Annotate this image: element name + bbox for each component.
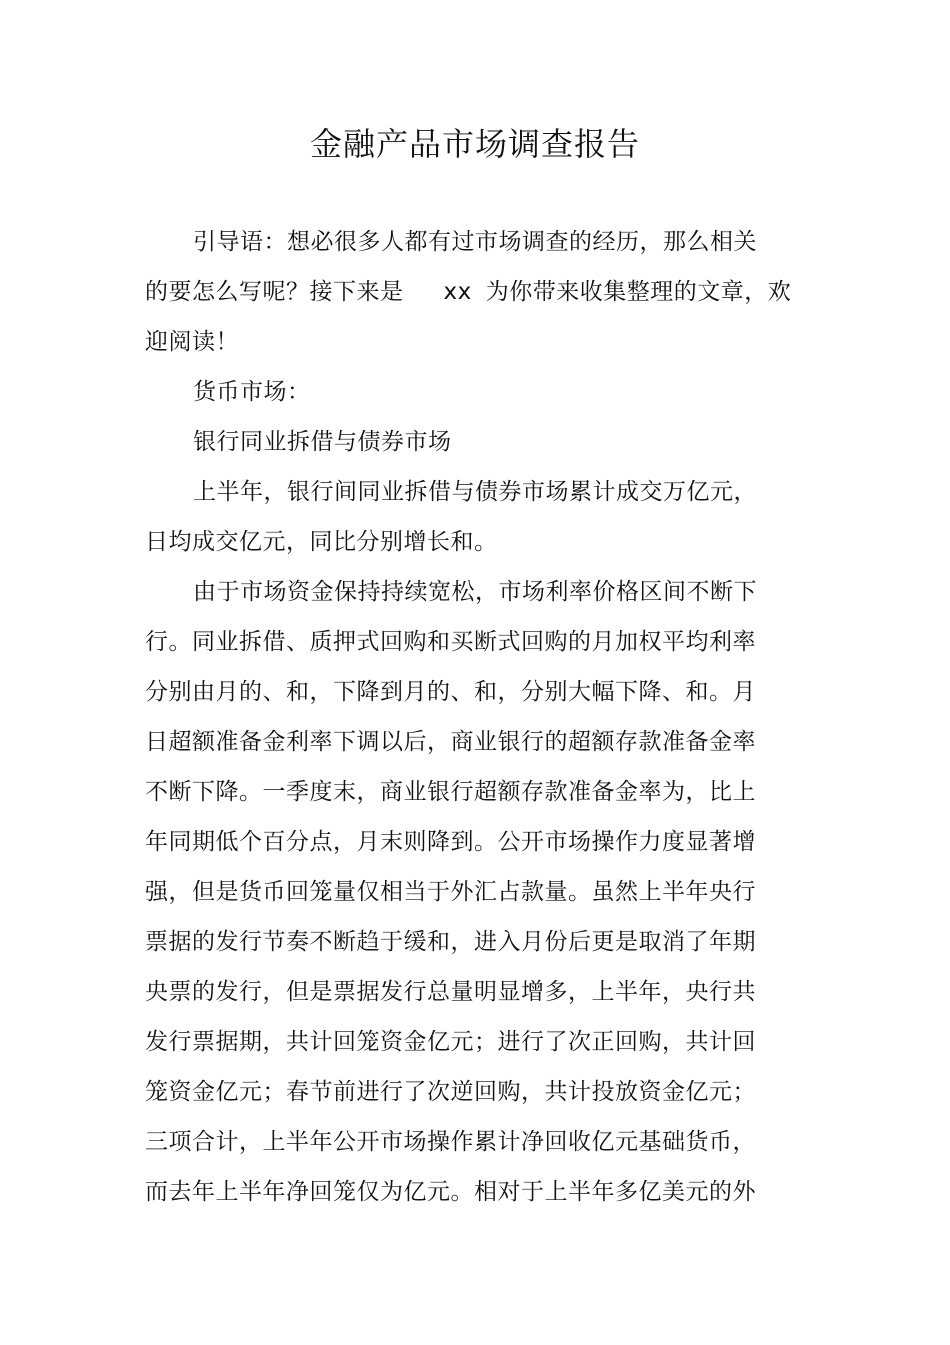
section-heading: 货币市场：	[193, 379, 311, 405]
intro-line-2-c: 为你带来收集整理的文章，欢	[485, 279, 792, 305]
para1-line-1: 上半年，银行间同业拆借与债券市场累计成交万亿元，	[193, 479, 757, 505]
document-title: 金融产品市场调查报告	[309, 125, 640, 163]
para2-line-9: 央票的发行，但是票据发行总量明显增多，上半年，央行共	[145, 979, 756, 1005]
para2-line-12: 三项合计，上半年公开市场操作累计净回收亿元基础货币，	[145, 1129, 756, 1155]
para2-line-7: 强，但是货币回笼量仅相当于外汇占款量。虽然上半年央行	[145, 879, 756, 905]
para2-line-6: 年同期低个百分点，月末则降到。公开市场操作力度显著增	[145, 829, 756, 855]
para2-line-3: 分别由月的、和，下降到月的、和，分别大幅下降、和。月	[145, 679, 756, 705]
para2-line-10: 发行票据期，共计回笼资金亿元；进行了次正回购，共计回	[145, 1029, 756, 1055]
intro-line-1: 引导语：想必很多人都有过市场调查的经历，那么相关	[193, 229, 757, 255]
para2-line-5: 不断下降。一季度末，商业银行超额存款准备金率为，比上	[145, 779, 756, 805]
intro-line-3: 迎阅读！	[145, 329, 239, 355]
subsection-heading: 银行同业拆借与债券市场	[193, 429, 452, 455]
para1-line-2: 日均成交亿元，同比分别增长和。	[145, 529, 498, 555]
para2-line-13: 而去年上半年净回笼仅为亿元。相对于上半年多亿美元的外	[145, 1179, 756, 1205]
para2-line-1: 由于市场资金保持持续宽松，市场利率价格区间不断下	[193, 579, 757, 605]
para2-line-4: 日超额准备金利率下调以后，商业银行的超额存款准备金率	[145, 729, 756, 755]
para2-line-2: 行。同业拆借、质押式回购和买断式回购的月加权平均利率	[145, 629, 756, 655]
intro-line-2-xx: xx	[443, 279, 472, 305]
intro-line-2-a: 的要怎么写呢？接下来是	[145, 279, 404, 305]
para2-line-8: 票据的发行节奏不断趋于缓和，进入月份后更是取消了年期	[145, 929, 756, 955]
intro-line-2	[145, 277, 791, 307]
para2-line-11: 笼资金亿元；春节前进行了次逆回购，共计投放资金亿元；	[145, 1079, 756, 1105]
